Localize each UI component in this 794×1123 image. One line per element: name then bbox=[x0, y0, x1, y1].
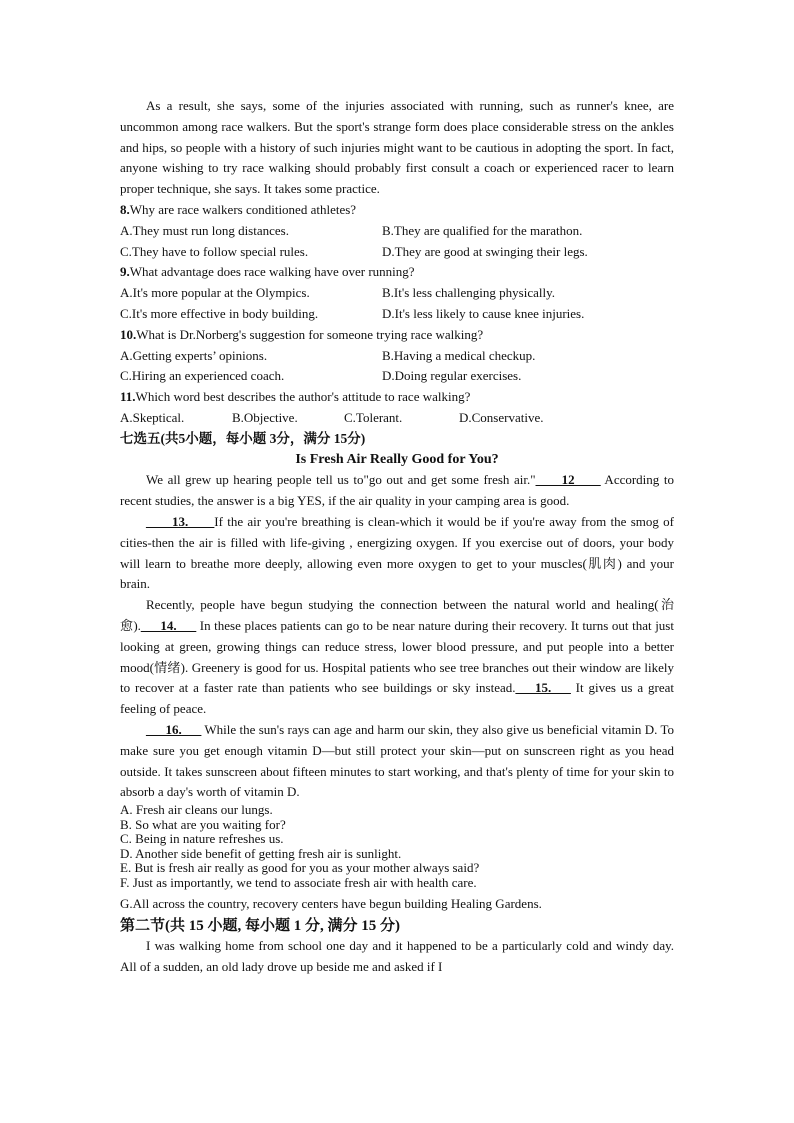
document-page bbox=[120, 96, 674, 978]
question-number: 9. bbox=[120, 264, 130, 280]
option-c: C.Hiring an experienced coach. bbox=[120, 368, 285, 384]
option-b: B.Having a medical checkup. bbox=[382, 347, 536, 363]
option-b: B.Objective. bbox=[232, 409, 298, 425]
blank-13: ____13.____ bbox=[146, 513, 215, 529]
article-paragraph-3: Recently, people have begun studying the connection between the natural world and healing(治愈).___14.___ In these places patients can go to be near nature during their recovery. It turns out that just looking at green, growing things can reduce stress, lower blood pressure, and put people into a better mood(情绪). Greenery is good for us. Hospital patients who see tree branches out their window are likely to recover at a faster rate than patients who see buildings or sky instead.___15.___ It gives us a great feeling of peace. bbox=[120, 597, 674, 717]
choice-a: A. Fresh air cleans our lungs. bbox=[120, 802, 273, 818]
passage-paragraph: As a result, she says, some of the injuries associated with running, such as runner's knee, are uncommon among race walkers. But the sport's strange form does place considerable stress on the ankles and hips, so people with a history of such injuries might want to be cautious in adopting the sport. In fact, anyone wishing to try race walking should probably first consult a coach or experienced racer to learn proper technique, she says. It takes some practice. bbox=[120, 98, 674, 197]
choice-f: F. Just as importantly, we tend to associate fresh air with health care. bbox=[120, 875, 477, 891]
option-a: A.Skeptical. bbox=[120, 409, 185, 425]
blank-15: ___15.___ bbox=[515, 680, 571, 696]
choice-g: G.All across the country, recovery centers have begun building Healing Gardens. bbox=[120, 895, 542, 911]
choice-list bbox=[120, 803, 674, 891]
question-number: 11. bbox=[120, 389, 136, 405]
option-d: D.Conservative. bbox=[459, 409, 544, 425]
article-paragraph-1: We all grew up hearing people tell us to"go out and get some fresh air."____12____ According to recent studies, the answer is a big YES, if the air quality in your camping area is good. bbox=[120, 472, 674, 509]
option-a: A.They must run long distances. bbox=[120, 222, 289, 238]
question-number: 10. bbox=[120, 326, 137, 342]
blank-16: ___16.___ bbox=[146, 721, 202, 737]
question-text: What advantage does race walking have over running? bbox=[129, 264, 415, 280]
option-a: A.It's more popular at the Olympics. bbox=[120, 285, 310, 301]
blank-12: ____12____ bbox=[535, 472, 601, 488]
section-heading-2: 第二节(共 15 小题, 每小题 1 分, 满分 15 分) bbox=[120, 917, 400, 934]
question-9 bbox=[120, 262, 674, 324]
article-paragraph-2: ____13.____If the air you're breathing is clean-which it would be if you're away from the smog of cities-then the air is filled with life-giving , energizing oxygen. If you exercise out of doors, your body will learn to breathe more deeply, allowing even more oxygen to get to your muscles(肌肉) and your brain. bbox=[120, 513, 674, 592]
option-c: C.It's more effective in body building. bbox=[120, 305, 319, 321]
choice-e: E. But is fresh air really as good for you as your mother always said? bbox=[120, 860, 480, 876]
section-heading: 七选五(共5小题，每小题 3分，满分 15分) bbox=[120, 430, 366, 446]
question-10 bbox=[120, 325, 674, 387]
question-11 bbox=[120, 387, 674, 429]
question-text: Which word best describes the author's attitude to race walking? bbox=[135, 389, 471, 405]
choice-c: C. Being in nature refreshes us. bbox=[120, 831, 284, 847]
blank-14: ___14.___ bbox=[140, 617, 197, 633]
choice-b: B. So what are you waiting for? bbox=[120, 816, 286, 832]
option-d: D.They are good at swinging their legs. bbox=[382, 243, 588, 259]
cloze-paragraph: I was walking home from school one day and it happened to be a particularly cold and windy day. All of a sudden, an old lady drove up beside me and asked if I bbox=[120, 938, 674, 975]
question-8 bbox=[120, 200, 674, 262]
choice-d: D. Another side benefit of getting fresh air is sunlight. bbox=[120, 845, 402, 861]
question-text: Why are race walkers conditioned athletes? bbox=[129, 201, 357, 217]
option-b: B.They are qualified for the marathon. bbox=[382, 222, 583, 238]
question-text: What is Dr.Norberg's suggestion for someone trying race walking? bbox=[136, 326, 484, 342]
option-d: D.It's less likely to cause knee injuries. bbox=[382, 305, 585, 321]
option-d: D.Doing regular exercises. bbox=[382, 368, 522, 384]
question-number: 8. bbox=[120, 201, 130, 217]
article-paragraph-4: ___16.___ While the sun's rays can age and harm our skin, they also give us beneficial vitamin D. To make sure you get enough vitamin D—but still protect your skin—put on sunscreen right as you head outside. It takes sunscreen about fifteen minutes to start working, and that's plenty of time for your skin to absorb a day's worth of vitamin D. bbox=[120, 721, 674, 800]
option-b: B.It's less challenging physically. bbox=[382, 285, 555, 301]
option-c: C.They have to follow special rules. bbox=[120, 243, 309, 259]
option-c: C.Tolerant. bbox=[344, 409, 403, 425]
option-a: A.Getting experts’ opinions. bbox=[120, 347, 268, 363]
article-title: Is Fresh Air Really Good for You? bbox=[295, 451, 499, 467]
